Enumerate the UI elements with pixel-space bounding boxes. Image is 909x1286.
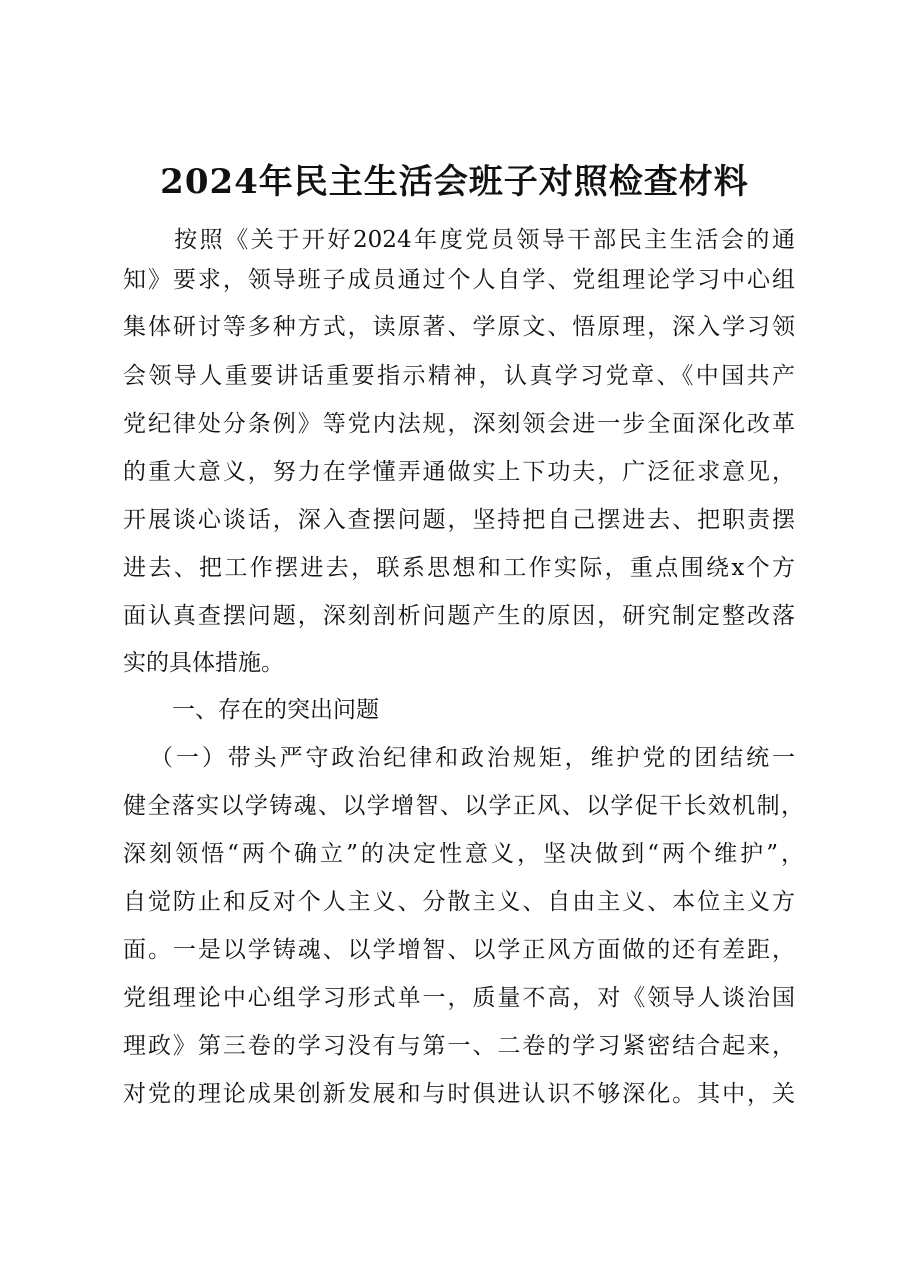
intro-line: 面认真查摆问题，深刻剖析问题产生的原因，研究制定整改落 (123, 603, 795, 629)
intro-line: 进去、把工作摆进去，联系思想和工作实际，重点围绕x个方 (123, 555, 795, 581)
intro-line: 的重大意义，努力在学懂弄通做实上下功夫，广泛征求意见， (123, 459, 795, 485)
section-heading: 一、存在的突出问题 (172, 697, 379, 723)
document-title: 2024年民主生活会班子对照检查材料 (160, 162, 749, 202)
section-line: 自觉防止和反对个人主义、分散主义、自由主义、本位主义方 (123, 889, 795, 915)
intro-line: 开展谈心谈话，深入查摆问题，坚持把自己摆进去、把职责摆 (123, 507, 795, 533)
intro-line: 党纪律处分条例》等党内法规，深刻领会进一步全面深化改革 (123, 411, 795, 437)
section-line: 理政》第三卷的学习没有与第一、二卷的学习紧密结合起来， (123, 1033, 795, 1059)
section-line: （一）带头严守政治纪律和政治规矩，维护党的团结统一 (150, 745, 795, 771)
section-line: 对党的理论成果创新发展和与时俱进认识不够深化。其中，关 (123, 1081, 795, 1107)
intro-line: 实的具体措施。 (123, 650, 284, 676)
intro-line: 集体研讨等多种方式，读原著、学原文、悟原理，深入学习领 (123, 314, 795, 340)
section-line: 面。一是以学铸魂、以学增智、以学正风方面做的还有差距， (123, 937, 795, 963)
intro-line: 会领导人重要讲话重要指示精神，认真学习党章、《中国共产 (123, 363, 795, 389)
section-line: 健全落实以学铸魂、以学增智、以学正风、以学促干长效机制， (123, 793, 804, 819)
intro-line: 按照《关于开好2024年度党员领导干部民主生活会的通 (123, 227, 795, 253)
section-line: 党组理论中心组学习形式单一，质量不高，对《领导人谈治国 (123, 985, 795, 1011)
intro-line: 知》要求，领导班子成员通过个人自学、党组理论学习中心组 (123, 267, 795, 293)
section-line: 深刻领悟“两个确立”的决定性意义，坚决做到“两个维护”， (123, 841, 804, 867)
